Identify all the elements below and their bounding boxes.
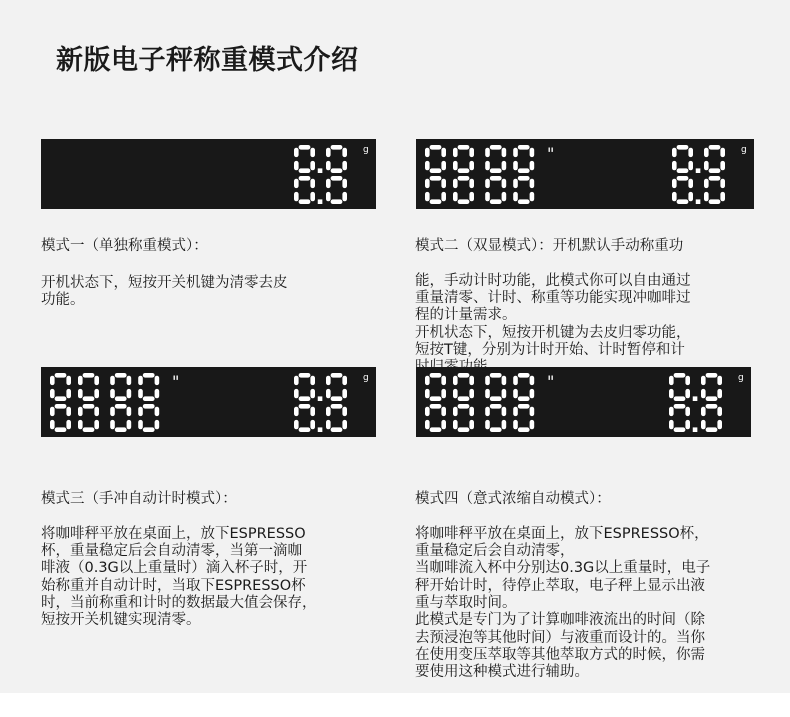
digit-segment: [672, 192, 677, 201]
digit-segment: [430, 168, 442, 173]
decimal-point: [693, 427, 698, 432]
digit-segment: [674, 404, 686, 409]
digit-segment: [469, 161, 474, 170]
digit-segment: [78, 407, 83, 416]
digit-segment: [342, 148, 347, 157]
digit-segment: [55, 427, 67, 432]
unit-label: g: [363, 373, 369, 383]
digit-segment: [326, 179, 331, 188]
mode1-description: [41, 221, 381, 327]
mode4-body: 将咖啡秤平放在桌面上，放下ESPRESSO杯， 重量稳定后会自动清零， 当咖啡流入杯中分别达0.3G以上重量时，电子 秤开始计时，待停止萃取，电子秤上显示出液 重与萃取时间。 此模式是专门为了计算咖啡液流出的时间（除 去预浸泡等其他时间）与液重而设计的。当你 在使用变压萃取等其他萃取方式的时候，你需 要使用这种模式进行辅助。: [415, 525, 711, 681]
digit-segment: [299, 176, 311, 181]
digit-segment: [672, 161, 677, 170]
digit-segment: [294, 389, 299, 398]
decimal-point: [696, 168, 701, 173]
digit-segment: [518, 199, 530, 204]
digit-segment: [331, 427, 343, 432]
digit-segment: [326, 407, 331, 416]
digit-segment: [138, 376, 143, 385]
digit-segment: [331, 145, 343, 150]
digit-segment: [485, 148, 490, 157]
digit-segment: [688, 179, 693, 188]
seconds-mark: ": [547, 372, 555, 391]
digit-segment: [110, 376, 115, 385]
digit-segment: [485, 192, 490, 201]
digit-segment: [94, 376, 99, 385]
digit-segment: [83, 404, 95, 409]
digit-segment: [326, 389, 331, 398]
digit-segment: [458, 199, 470, 204]
digit-segment: [110, 407, 115, 416]
digit-segment: [458, 427, 470, 432]
digit-segment: [294, 179, 299, 188]
digit-segment: [94, 407, 99, 416]
digit-segment: [485, 420, 490, 429]
digit-segment: [83, 396, 95, 401]
digit-segment: [469, 420, 474, 429]
digit-segment: [425, 420, 430, 429]
digit-segment: [425, 148, 430, 157]
digit-segment: [326, 148, 331, 157]
digit-segment: [143, 404, 155, 409]
digit-segment: [294, 161, 299, 170]
digit-segment: [83, 373, 95, 378]
digit-segment: [425, 192, 430, 201]
digit-segment: [425, 179, 430, 188]
digit-segment: [490, 168, 502, 173]
digit-segment: [513, 148, 518, 157]
digit-segment: [717, 407, 722, 416]
digit-segment: [458, 168, 470, 173]
digit-segment: [706, 427, 718, 432]
digit-segment: [94, 420, 99, 429]
digit-segment: [513, 179, 518, 188]
digit-segment: [518, 404, 530, 409]
decimal-point: [318, 199, 323, 204]
decimal-point: [318, 168, 323, 173]
digit-segment: [138, 389, 143, 398]
digit-segment: [453, 420, 458, 429]
digit-segment: [115, 427, 127, 432]
mode3-body: 将咖啡秤平放在桌面上，放下ESPRESSO 杯，重量稳定后会自动清零，当第一滴咖 啡液（0.3G以上重量时）滴入杯子时，开 始称重并自动计时，当取下ESPRESSO杯 时，当前称重和计时的数据最大值会保存， 短按开关机键实现清零。: [41, 525, 317, 629]
digit-segment: [704, 192, 709, 201]
digit-segment: [704, 148, 709, 157]
digit-segment: [502, 192, 507, 201]
digit-segment: [127, 407, 132, 416]
digit-segment: [709, 145, 721, 150]
digit-segment: [310, 161, 315, 170]
digit-segment: [331, 373, 343, 378]
digit-segment: [430, 199, 442, 204]
digit-segment: [155, 389, 160, 398]
digit-segment: [342, 161, 347, 170]
digit-segment: [50, 407, 55, 416]
digit-segment: [331, 199, 343, 204]
digit-segment: [674, 427, 686, 432]
digit-segment: [55, 404, 67, 409]
digit-segment: [430, 176, 442, 181]
digit-segment: [490, 199, 502, 204]
mode1-heading: 模式一（单独称重模式）：: [41, 238, 208, 255]
digit-segment: [701, 407, 706, 416]
mode1-body: 开机状态下，短按开关机键为清零去皮 功能。: [41, 274, 288, 309]
digit-segment: [441, 148, 446, 157]
digit-segment: [458, 404, 470, 409]
digit-segment: [115, 396, 127, 401]
digit-segment: [469, 179, 474, 188]
digit-segment: [294, 420, 299, 429]
digit-segment: [513, 420, 518, 429]
digit-segment: [717, 420, 722, 429]
digit-segment: [342, 376, 347, 385]
digit-segment: [458, 145, 470, 150]
digit-segment: [469, 192, 474, 201]
digit-segment: [709, 176, 721, 181]
digit-segment: [299, 145, 311, 150]
digit-segment: [720, 192, 725, 201]
digit-segment: [458, 176, 470, 181]
digit-segment: [720, 161, 725, 170]
digit-segment: [127, 376, 132, 385]
digit-segment: [143, 427, 155, 432]
digit-segment: [669, 420, 674, 429]
mode2-body: 能，手动计时功能，此模式你可以自由通过 重量清零、计时、称重等功能实现冲咖啡过 程的计量需求。 开机状态下，短按开机键为去皮归零功能， 短按T键，分别为计时开始、计时暂停和计 时归零功能。: [415, 272, 691, 376]
digit-segment: [701, 420, 706, 429]
digit-segment: [530, 407, 535, 416]
digit-segment: [294, 148, 299, 157]
digit-segment: [78, 389, 83, 398]
digit-segment: [299, 373, 311, 378]
digit-segment: [441, 179, 446, 188]
digit-segment: [677, 176, 689, 181]
digit-segment: [115, 373, 127, 378]
digit-segment: [310, 407, 315, 416]
digit-segment: [518, 168, 530, 173]
digit-segment: [326, 376, 331, 385]
digit-segment: [115, 404, 127, 409]
unit-label: g: [363, 145, 369, 155]
digit-segment: [502, 148, 507, 157]
digit-segment: [518, 427, 530, 432]
digit-segment: [50, 389, 55, 398]
digit-segment: [127, 420, 132, 429]
seconds-mark: ": [172, 372, 180, 391]
digit-segment: [490, 176, 502, 181]
digit-segment: [66, 389, 71, 398]
digit-segment: [326, 420, 331, 429]
digit-segment: [709, 168, 721, 173]
digit-segment: [513, 192, 518, 201]
unit-label: g: [741, 145, 747, 155]
digit-segment: [518, 176, 530, 181]
digit-segment: [138, 420, 143, 429]
mode4-heading: 模式四（意式浓缩自动模式）：: [415, 491, 611, 508]
digit-segment: [326, 192, 331, 201]
scale-display-dual-mode: [416, 139, 754, 209]
digit-segment: [453, 179, 458, 188]
unit-label: g: [738, 373, 744, 383]
digit-segment: [310, 179, 315, 188]
digit-segment: [672, 179, 677, 188]
scale-display-weight-mode: [41, 139, 376, 209]
digit-segment: [342, 389, 347, 398]
digit-segment: [530, 420, 535, 429]
digit-segment: [453, 407, 458, 416]
digit-segment: [78, 420, 83, 429]
mode2-heading: 模式二（双显模式）：开机默认手动称重功: [415, 238, 684, 255]
digit-segment: [50, 420, 55, 429]
digit-segment: [453, 192, 458, 201]
digit-segment: [441, 420, 446, 429]
digit-segment: [50, 376, 55, 385]
weight-readout: [41, 139, 376, 209]
digit-segment: [425, 161, 430, 170]
digit-segment: [110, 420, 115, 429]
digit-segment: [55, 373, 67, 378]
digit-segment: [310, 420, 315, 429]
timer-weight-readout: [41, 367, 376, 437]
digit-segment: [342, 420, 347, 429]
digit-segment: [458, 396, 470, 401]
digit-segment: [78, 376, 83, 385]
digit-segment: [688, 192, 693, 201]
decimal-point: [696, 199, 701, 204]
digit-segment: [127, 389, 132, 398]
digit-segment: [430, 404, 442, 409]
digit-segment: [441, 192, 446, 201]
digit-segment: [299, 199, 311, 204]
digit-segment: [502, 179, 507, 188]
digit-segment: [155, 407, 160, 416]
digit-segment: [469, 148, 474, 157]
digit-segment: [685, 420, 690, 429]
digit-segment: [685, 407, 690, 416]
digit-segment: [441, 407, 446, 416]
digit-segment: [310, 376, 315, 385]
digit-segment: [66, 420, 71, 429]
digit-segment: [720, 179, 725, 188]
digit-segment: [441, 161, 446, 170]
digit-segment: [310, 389, 315, 398]
digit-segment: [677, 168, 689, 173]
digit-segment: [342, 179, 347, 188]
digit-segment: [490, 145, 502, 150]
digit-segment: [155, 420, 160, 429]
digit-segment: [94, 389, 99, 398]
digit-segment: [331, 176, 343, 181]
decimal-point: [318, 396, 323, 401]
digit-segment: [490, 427, 502, 432]
digit-segment: [502, 407, 507, 416]
digit-segment: [342, 407, 347, 416]
digit-segment: [490, 396, 502, 401]
digit-segment: [704, 179, 709, 188]
digit-segment: [143, 396, 155, 401]
scale-display-pourover-mode: [41, 367, 376, 437]
digit-segment: [138, 407, 143, 416]
digit-segment: [299, 168, 311, 173]
page-title: 新版电子秤称重模式介绍: [56, 45, 359, 76]
digit-segment: [66, 407, 71, 416]
digit-segment: [485, 179, 490, 188]
digit-segment: [326, 161, 331, 170]
digit-segment: [294, 407, 299, 416]
digit-segment: [430, 427, 442, 432]
digit-segment: [530, 192, 535, 201]
digit-segment: [502, 161, 507, 170]
digit-segment: [110, 389, 115, 398]
digit-segment: [294, 376, 299, 385]
digit-segment: [299, 404, 311, 409]
digit-segment: [299, 396, 311, 401]
digit-segment: [55, 396, 67, 401]
digit-segment: [469, 407, 474, 416]
digit-segment: [331, 168, 343, 173]
digit-segment: [453, 161, 458, 170]
mode3-description: [41, 474, 386, 647]
digit-segment: [430, 145, 442, 150]
digit-segment: [143, 373, 155, 378]
digit-segment: [672, 148, 677, 157]
digit-segment: [294, 192, 299, 201]
digit-segment: [518, 396, 530, 401]
digit-segment: [704, 161, 709, 170]
mode3-heading: 模式三（手冲自动计时模式）：: [41, 491, 237, 508]
timer-weight-readout: [416, 139, 754, 209]
digit-segment: [706, 404, 718, 409]
mode4-description: [415, 474, 780, 699]
digit-segment: [674, 396, 686, 401]
digit-segment: [706, 396, 718, 401]
digit-segment: [530, 179, 535, 188]
digit-segment: [155, 376, 160, 385]
digit-segment: [331, 396, 343, 401]
digit-segment: [453, 148, 458, 157]
digit-segment: [490, 404, 502, 409]
digit-segment: [709, 199, 721, 204]
digit-segment: [485, 161, 490, 170]
digit-segment: [425, 407, 430, 416]
digit-segment: [310, 148, 315, 157]
digit-segment: [83, 427, 95, 432]
digit-segment: [513, 407, 518, 416]
digit-segment: [299, 427, 311, 432]
digit-segment: [677, 199, 689, 204]
digit-segment: [688, 161, 693, 170]
digit-segment: [530, 148, 535, 157]
decimal-point: [693, 396, 698, 401]
digit-segment: [688, 148, 693, 157]
digit-segment: [331, 404, 343, 409]
digit-segment: [310, 192, 315, 201]
seconds-mark: ": [547, 144, 555, 163]
digit-segment: [502, 420, 507, 429]
mode2-description: [415, 221, 775, 394]
digit-segment: [342, 192, 347, 201]
digit-segment: [530, 161, 535, 170]
digit-segment: [485, 407, 490, 416]
digit-segment: [669, 407, 674, 416]
digit-segment: [720, 148, 725, 157]
digit-segment: [513, 161, 518, 170]
digit-segment: [518, 145, 530, 150]
decimal-point: [318, 427, 323, 432]
digit-segment: [66, 376, 71, 385]
digit-segment: [430, 396, 442, 401]
digit-segment: [677, 145, 689, 150]
